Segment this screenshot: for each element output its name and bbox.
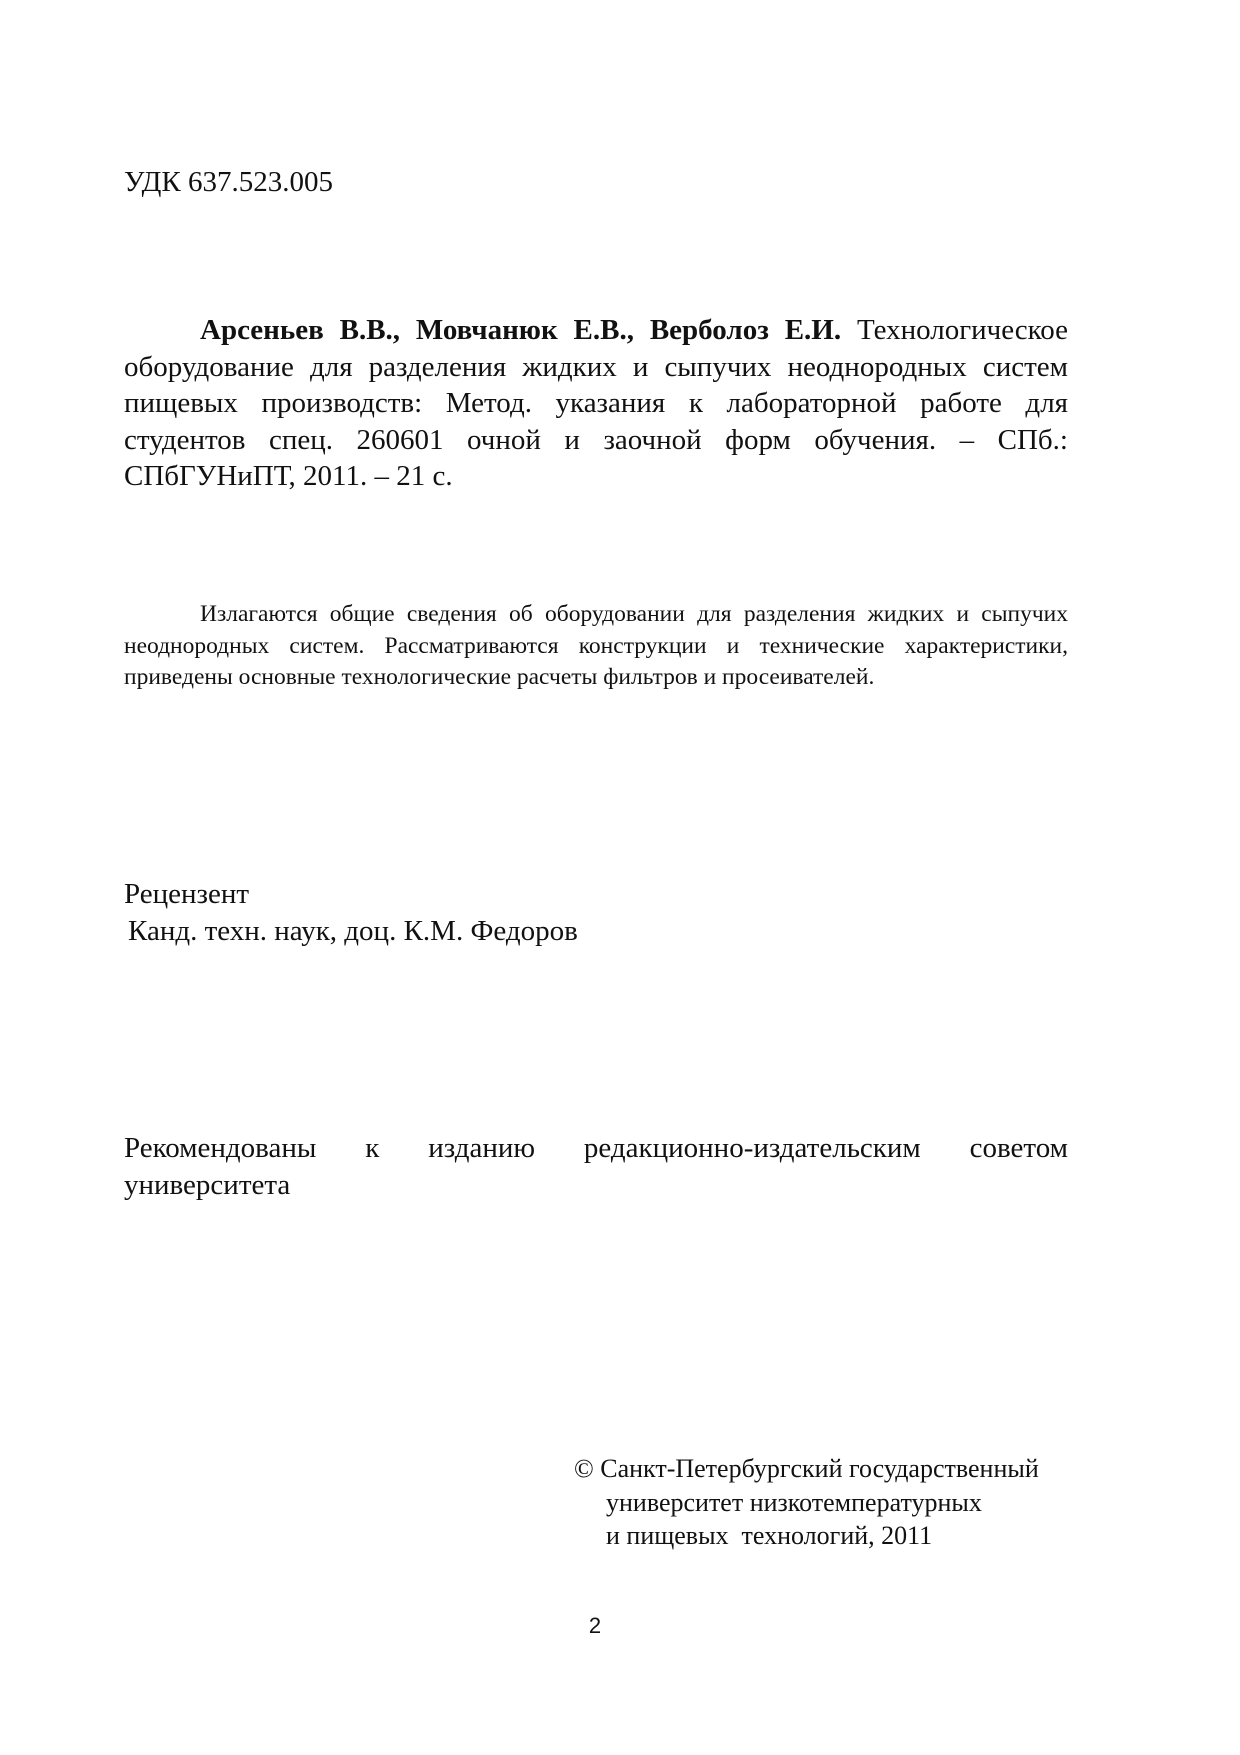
copyright-line-3: и пищевых технологий, 2011 [606,1521,933,1550]
publication-recommendation: Рекомендованы к изданию редакционно-издательским советом университета [124,1132,1068,1201]
copyright-notice [574,1452,1094,1553]
reviewer-name: Канд. техн. наук, доц. К.М. Федоров [128,915,578,947]
bibliographic-citation [124,312,1068,495]
abstract-paragraph: Излагаются общие сведения об оборудовании для разделения жидких и сыпучих неоднородных систем. Рассматриваются конструкции и технические характеристики, приведены основные технологические расчеты фильтров и просеивателей. [124,601,1068,690]
citation-text: Технологическое оборудование для разделения жидких и сыпучих неоднородных систем пищевых производств: Метод. указания к лабораторной работе для студентов спец. 260601 очной и заочной форм обучения. – СПб.: СПбГУНиПТ, 2011. – 21 с. [124,314,1069,492]
page-number: 2 [588,1613,602,1638]
copyright-line-2: университет низкотемпературных [606,1487,982,1517]
udk-code: УДК 637.523.005 [124,166,333,198]
copyright-line-1: © Санкт-Петербургский государственный [574,1454,1039,1483]
citation-authors: Арсеньев В.В., Мовчанюк Е.В., Верболоз Е.И. [200,314,842,346]
reviewer-label: Рецензент [124,878,250,910]
